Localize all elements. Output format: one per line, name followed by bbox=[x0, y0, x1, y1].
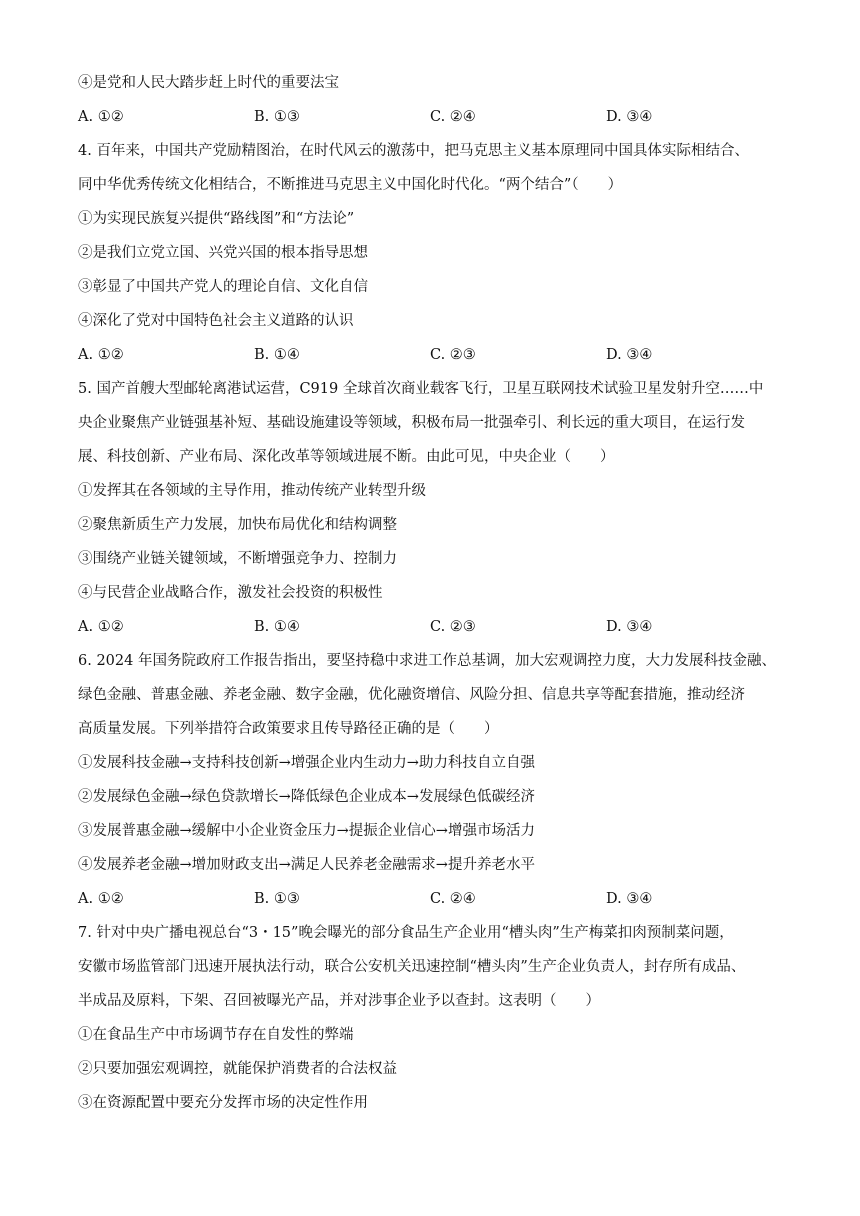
q7-stem-line-2: 安徽市场监管部门迅速开展执法行动，联合公安机关迅速控制“槽头肉”生产企业负责人，封存所有成品、 bbox=[78, 959, 746, 975]
q3-item-4: ④是党和人民大踏步赶上时代的重要法宝 bbox=[78, 75, 339, 91]
q7-stem-line-1: 7. 针对中央广播电视总台“3・15”晚会曝光的部分食品生产企业用“槽头肉”生产梅菜扣肉预制菜问题， bbox=[78, 925, 734, 941]
q6-option-d: D. ③④ bbox=[606, 891, 653, 907]
q3-option-d: D. ③④ bbox=[606, 109, 653, 125]
q4-option-a: A. ①② bbox=[78, 347, 124, 363]
q7-item-3: ③在资源配置中要充分发挥市场的决定性作用 bbox=[78, 1095, 368, 1111]
q5-option-d: D. ③④ bbox=[606, 619, 653, 635]
q6-item-2: ②发展绿色金融→绿色贷款增长→降低绿色企业成本→发展绿色低碳经济 bbox=[78, 789, 535, 805]
q4-stem-line-2: 同中华优秀传统文化相结合，不断推进马克思主义中国化时代化。“两个结合”（ ） bbox=[78, 177, 623, 193]
q5-option-c: C. ②③ bbox=[430, 619, 476, 635]
q5-item-4: ④与民营企业战略合作，激发社会投资的积极性 bbox=[78, 585, 383, 601]
q6-option-a: A. ①② bbox=[78, 891, 124, 907]
q4-option-d: D. ③④ bbox=[606, 347, 653, 363]
q4-item-1: ①为实现民族复兴提供“路线图”和“方法论” bbox=[78, 211, 355, 227]
q5-stem-line-1: 5. 国产首艘大型邮轮离港试运营，C919 全球首次商业载客飞行，卫星互联网技术试验卫星发射升空……中 bbox=[78, 381, 764, 397]
q7-item-1: ①在食品生产中市场调节存在自发性的弊端 bbox=[78, 1027, 354, 1043]
q3-option-a: A. ①② bbox=[78, 109, 124, 125]
q5-stem-line-2: 央企业聚焦产业链强基补短、基础设施建设等领域，积极布局一批强牵引、利长远的重大项目，在运行发 bbox=[78, 415, 745, 431]
q3-option-b: B. ①③ bbox=[254, 109, 300, 125]
q6-item-4: ④发展养老金融→增加财政支出→满足人民养老金融需求→提升养老水平 bbox=[78, 857, 535, 873]
q7-item-2: ②只要加强宏观调控，就能保护消费者的合法权益 bbox=[78, 1061, 397, 1077]
q5-option-b: B. ①④ bbox=[254, 619, 300, 635]
q5-stem-line-3: 展、科技创新、产业布局、深化改革等领域进展不断。由此可见，中央企业（ ） bbox=[78, 449, 615, 465]
q6-stem-line-1: 6. 2024 年国务院政府工作报告指出，要坚持稳中求进工作总基调，加大宏观调控力度，大力发展科技金融、 bbox=[78, 653, 776, 669]
q6-item-3: ③发展普惠金融→缓解中小企业资金压力→提振企业信心→增强市场活力 bbox=[78, 823, 535, 839]
q5-item-2: ②聚焦新质生产力发展，加快布局优化和结构调整 bbox=[78, 517, 397, 533]
q6-item-1: ①发展科技金融→支持科技创新→增强企业内生动力→助力科技自立自强 bbox=[78, 755, 535, 771]
q4-item-2: ②是我们立党立国、兴党兴国的根本指导思想 bbox=[78, 245, 368, 261]
q7-stem-line-3: 半成品及原料，下架、召回被曝光产品，并对涉事企业予以查封。这表明（ ） bbox=[78, 993, 600, 1009]
q4-option-c: C. ②③ bbox=[430, 347, 476, 363]
q4-item-3: ③彰显了中国共产党人的理论自信、文化自信 bbox=[78, 279, 368, 295]
q5-option-a: A. ①② bbox=[78, 619, 124, 635]
q5-item-3: ③围绕产业链关键领域，不断增强竞争力、控制力 bbox=[78, 551, 397, 567]
q4-option-b: B. ①④ bbox=[254, 347, 300, 363]
q5-item-1: ①发挥其在各领域的主导作用，推动传统产业转型升级 bbox=[78, 483, 426, 499]
q4-item-4: ④深化了党对中国特色社会主义道路的认识 bbox=[78, 313, 354, 329]
q6-option-b: B. ①③ bbox=[254, 891, 300, 907]
q6-stem-line-3: 高质量发展。下列举措符合政策要求且传导路径正确的是（ ） bbox=[78, 721, 499, 737]
q6-stem-line-2: 绿色金融、普惠金融、养老金融、数字金融，优化融资增信、风险分担、信息共享等配套措施，推动经济 bbox=[78, 687, 745, 703]
q4-stem-line-1: 4. 百年来，中国共产党励精图治，在时代风云的激荡中，把马克思主义基本原理同中国具体实际相结合、 bbox=[78, 143, 749, 159]
q6-option-c: C. ②④ bbox=[430, 891, 476, 907]
q3-option-c: C. ②④ bbox=[430, 109, 476, 125]
